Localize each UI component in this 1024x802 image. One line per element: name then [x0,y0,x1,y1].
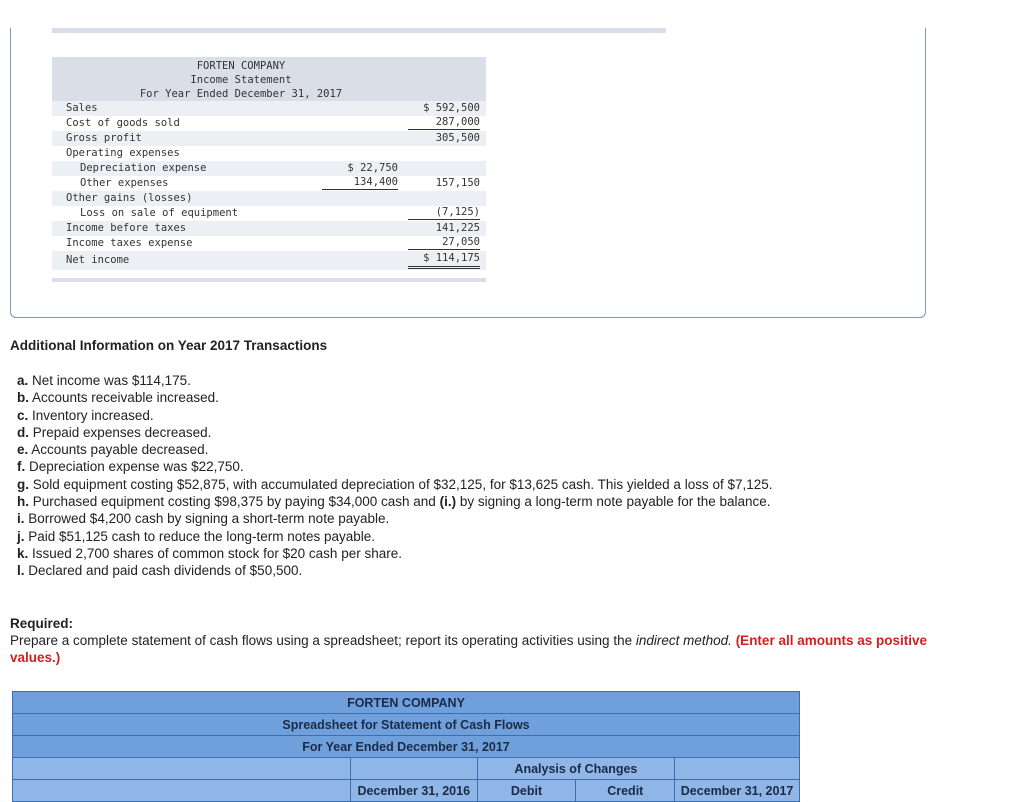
list-item: g. Sold equipment costing $52,875, with accumulated depreciation of $32,125, for $13,625 cash. This yielded a loss of $7,125. [17,476,773,492]
row-total: 287,000 [408,116,480,130]
required-note: (Enter all amounts as positive values.) [10,633,927,665]
row-subtotal: $ 22,750 [347,162,398,174]
spreadsheet-company: FORTEN COMPANY [13,692,800,714]
list-item: f. Depreciation expense was $22,750. [17,459,244,475]
statement-row [52,116,486,131]
row-label: Net income [66,254,130,266]
row-label: Other expenses [80,177,169,189]
col-dec-2017: December 31, 2017 [675,780,800,802]
list-item: k. Issued 2,700 shares of common stock for $20 cash per share. [17,545,402,561]
statement-row [52,251,486,270]
cash-flow-spreadsheet [12,691,800,802]
statement-company: FORTEN COMPANY [196,60,286,72]
row-total: 27,050 [408,236,480,250]
row-label: Sales [66,102,98,114]
row-total: 157,150 [435,177,480,189]
list-item: a. Net income was $114,175. [17,373,191,388]
statement-row [52,221,486,236]
header-blank-cell [350,758,477,780]
list-item: b. Accounts receivable increased. [17,390,219,406]
additional-info-list [17,372,773,580]
list-item: l. Declared and paid cash dividends of $50,500. [17,563,303,579]
statement-spacer [52,270,486,278]
row-label: Other gains (losses) [66,192,193,204]
col-debit: Debit [477,780,576,802]
row-total: 305,500 [435,132,480,144]
list-item: d. Prepaid expenses decreased. [17,424,212,440]
statement-period: For Year Ended December 31, 2017 [139,88,343,100]
statement-row [52,131,486,146]
row-label: Operating expenses [66,147,180,159]
analysis-header: Analysis of Changes [477,758,675,780]
header-blank-cell [13,758,351,780]
header-blank-cell [675,758,800,780]
col-credit: Credit [576,780,675,802]
required-italic: indirect method. [635,633,732,648]
list-item: i. Borrowed $4,200 cash by signing a short-term note payable. [17,511,390,527]
row-subtotal: 134,400 [322,176,398,190]
row-label: Income taxes expense [66,237,193,249]
required-text: Prepare a complete statement of cash flows using a spreadsheet; report its operating activities using the [10,633,633,648]
statement-bottom-bar [52,278,486,282]
row-total: $ 592,500 [423,102,480,114]
list-item: e. Accounts payable decreased. [17,442,209,458]
spreadsheet-title: Spreadsheet for Statement of Cash Flows [13,714,800,736]
income-statement [52,57,486,282]
list-item: j. Paid $51,125 cash to reduce the long-term notes payable. [17,528,376,544]
statement-row [52,101,486,116]
spreadsheet-period: For Year Ended December 31, 2017 [13,736,800,758]
row-total: $ 114,175 [408,251,480,269]
statement-row [52,191,486,206]
statement-row [52,176,486,191]
statement-row [52,146,486,161]
statement-row [52,236,486,251]
row-label: Depreciation expense [80,162,207,174]
required-label: Required: [10,616,74,631]
row-label: Loss on sale of equipment [80,207,239,219]
statement-row [52,161,486,176]
additional-info-title: Additional Information on Year 2017 Transactions [10,338,328,353]
income-statement-header [52,57,486,101]
row-label: Gross profit [66,132,142,144]
row-label: Cost of goods sold [66,117,180,129]
col-dec-2016: December 31, 2016 [350,780,477,802]
row-total: (7,125) [408,206,480,220]
list-item: h. Purchased equipment costing $98,375 by paying $34,000 cash and (i.) by signing a long-term note payable for the balance. [17,494,771,510]
row-total: 141,225 [435,222,480,234]
list-item: c. Inventory increased. [17,407,154,423]
statement-title: Income Statement [190,74,292,86]
required-section [10,615,970,666]
row-label: Income before taxes [66,222,187,234]
card-top-bar [52,28,666,33]
statement-row [52,206,486,221]
header-blank-cell [13,780,351,802]
